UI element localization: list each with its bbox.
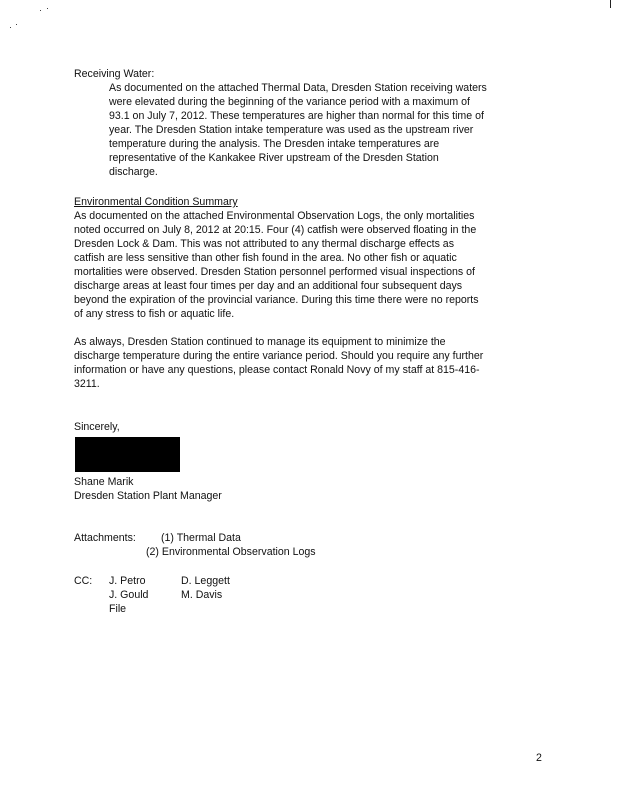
receiving-water-heading: Receiving Water:: [74, 68, 155, 80]
attachment-item: (1) Thermal Data: [161, 532, 241, 544]
environmental-summary-heading: Environmental Condition Summary: [74, 196, 238, 208]
signer-title: Dresden Station Plant Manager: [74, 490, 222, 502]
cc-recipients-column-1: J. Petro J. Gould File: [109, 575, 149, 615]
page-number: 2: [536, 752, 542, 764]
attachments-label: Attachments:: [74, 532, 136, 544]
environmental-summary-paragraph: As documented on the attached Environmental Observation Logs, the only mortalities noted occurred on July 8, 2012 at 20:15. Four (4) catfish were observed floating in the Dresden Lock & Dam. This was not attributed to any thermal discharge effects as catfish are less sensitive than other fish found in the area. No other fish or aquatic mortalities were observed. Dresden Station personnel performed visual inspections of discharge areas at least four times per day and an additional four subsequent days beyond the expiration of the provincial variance. During this time there were no reports of any stress to fish or aquatic life.: [74, 210, 479, 320]
receiving-water-paragraph: As documented on the attached Thermal Data, Dresden Station receiving waters were elevated during the beginning of the variance period with a maximum of 93.1 on July 7, 2012. These temperatures are higher than normal for this time of year. The Dresden Station intake temperature was used as the upstream river temperature during the analysis. The Dresden intake temperatures are representative of the Kankakee River upstream of the Dresden Station discharge.: [109, 82, 487, 178]
scan-edge-mark: [610, 0, 611, 8]
scan-speck: [16, 24, 17, 25]
scan-speck: [10, 27, 11, 28]
cc-recipients-column-2: D. Leggett M. Davis: [181, 575, 230, 601]
signature-redaction-box: [75, 437, 180, 472]
salutation: Sincerely,: [74, 421, 120, 433]
cc-label: CC:: [74, 575, 93, 587]
closing-paragraph: As always, Dresden Station continued to manage its equipment to minimize the discharge temperature during the entire variance period. Should you require any further information or have any questions, please contact Ronald Novy of my staff at 815-416- 3211.: [74, 336, 484, 390]
attachment-item: (2) Environmental Observation Logs: [146, 546, 316, 558]
scan-speck: [40, 10, 41, 11]
signer-name: Shane Marik: [74, 476, 134, 488]
scan-speck: [47, 8, 48, 9]
